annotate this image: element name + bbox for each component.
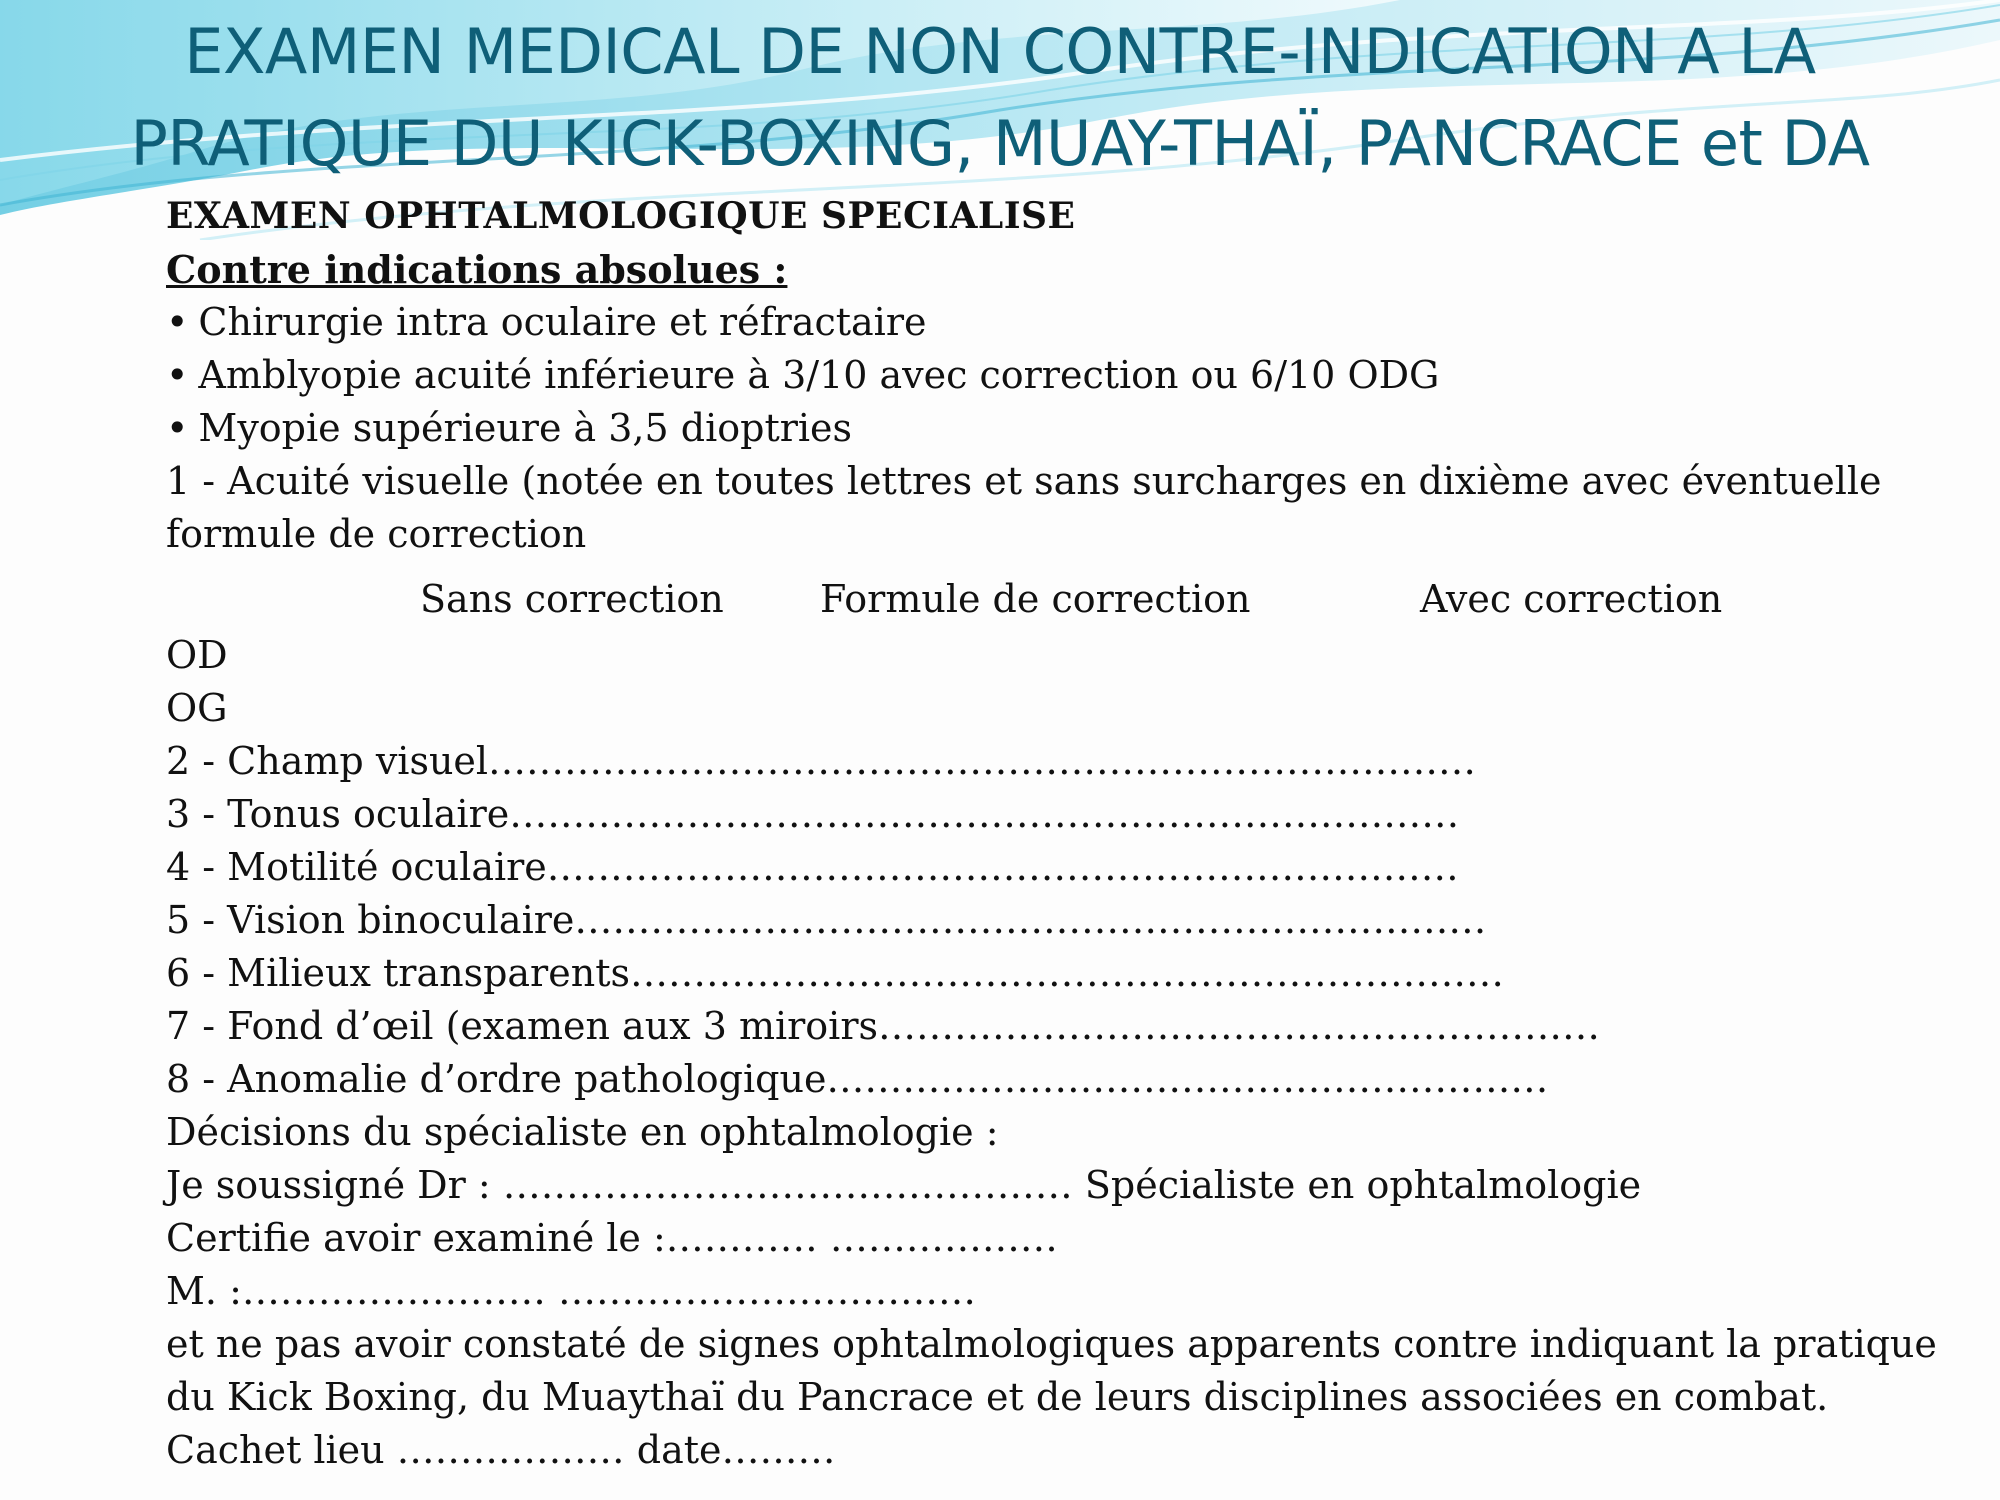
acuite-visuelle-text: 1 - Acuité visuelle (notée en toutes lettres et sans surcharges en dixième avec éventuelle formule de correction [166, 459, 1882, 556]
exam-item-motilite-oculaire: 4 - Motilité oculaire……………………………………………………………… [166, 845, 1459, 889]
column-header-avec-correction: Avec correction [1420, 577, 1723, 621]
slide-title [0, 6, 2000, 190]
bullet-icon: • [166, 353, 189, 397]
content-body [166, 190, 1986, 1477]
column-header-formule-correction: Formule de correction [820, 577, 1251, 621]
bullet-icon: • [166, 406, 189, 450]
row-label-og: OG [166, 686, 228, 730]
exam-item-vision-binoculaire: 5 - Vision binoculaire……………………………………………………………… [166, 898, 1487, 942]
exam-item-fond-oeil: 7 - Fond d’œil (examen aux 3 miroirs………………………………………………… [166, 1004, 1600, 1048]
title-line-2: PRATIQUE DU KICK-BOXING, MUAY-THAÏ, PANCRACE et DA [130, 107, 1870, 180]
exam-item-anomalie: 8 - Anomalie d’ordre pathologique………………………………………………… [166, 1057, 1549, 1101]
exam-item-champ-visuel: 2 - Champ visuel…………………………………………………………………… [166, 739, 1477, 783]
title-line-1: EXAMEN MEDICAL DE NON CONTRE-INDICATION A LA [184, 15, 1816, 88]
monsieur-line: M. :…………………… …………………………… [166, 1269, 976, 1313]
exam-item-tonus-oculaire: 3 - Tonus oculaire………………………………………………………………… [166, 792, 1460, 836]
soussigne-line: Je soussigné Dr : ……………………………………… Spécialiste en ophtalmologie [166, 1163, 1642, 1207]
row-label-od: OD [166, 633, 228, 677]
exam-item-milieux-transparents: 6 - Milieux transparents…………………………………………………………… [166, 951, 1504, 995]
cachet-line: Cachet lieu ……………… date……… [166, 1428, 836, 1472]
certifie-line: Certifie avoir examiné le :………… ……………… [166, 1216, 1058, 1260]
column-header-sans-correction: Sans correction [420, 577, 724, 621]
section-heading: EXAMEN OPHTALMOLOGIQUE SPECIALISE [166, 195, 1076, 237]
bullet-item [166, 296, 1986, 349]
bullet-text: Myopie supérieure à 3,5 dioptries [198, 406, 853, 450]
decisions-heading: Décisions du spécialiste en ophtalmologie : [166, 1110, 999, 1154]
bullet-text: Chirurgie intra oculaire et réfractaire [198, 300, 927, 344]
bullet-item [166, 349, 1986, 402]
bullet-text: Amblyopie acuité inférieure à 3/10 avec correction ou 6/10 ODG [198, 353, 1440, 397]
acuite-table-header [166, 569, 1986, 629]
statement-paragraph: et ne pas avoir constaté de signes ophtalmologiques apparents contre indiquant la pratique du Kick Boxing, du Muaythaï du Pancrace et de leurs disciplines associées en combat. [166, 1322, 1937, 1419]
bullet-icon: • [166, 300, 189, 344]
bullet-item [166, 402, 1986, 455]
contre-indications-heading: Contre indications absolues : [166, 247, 788, 292]
